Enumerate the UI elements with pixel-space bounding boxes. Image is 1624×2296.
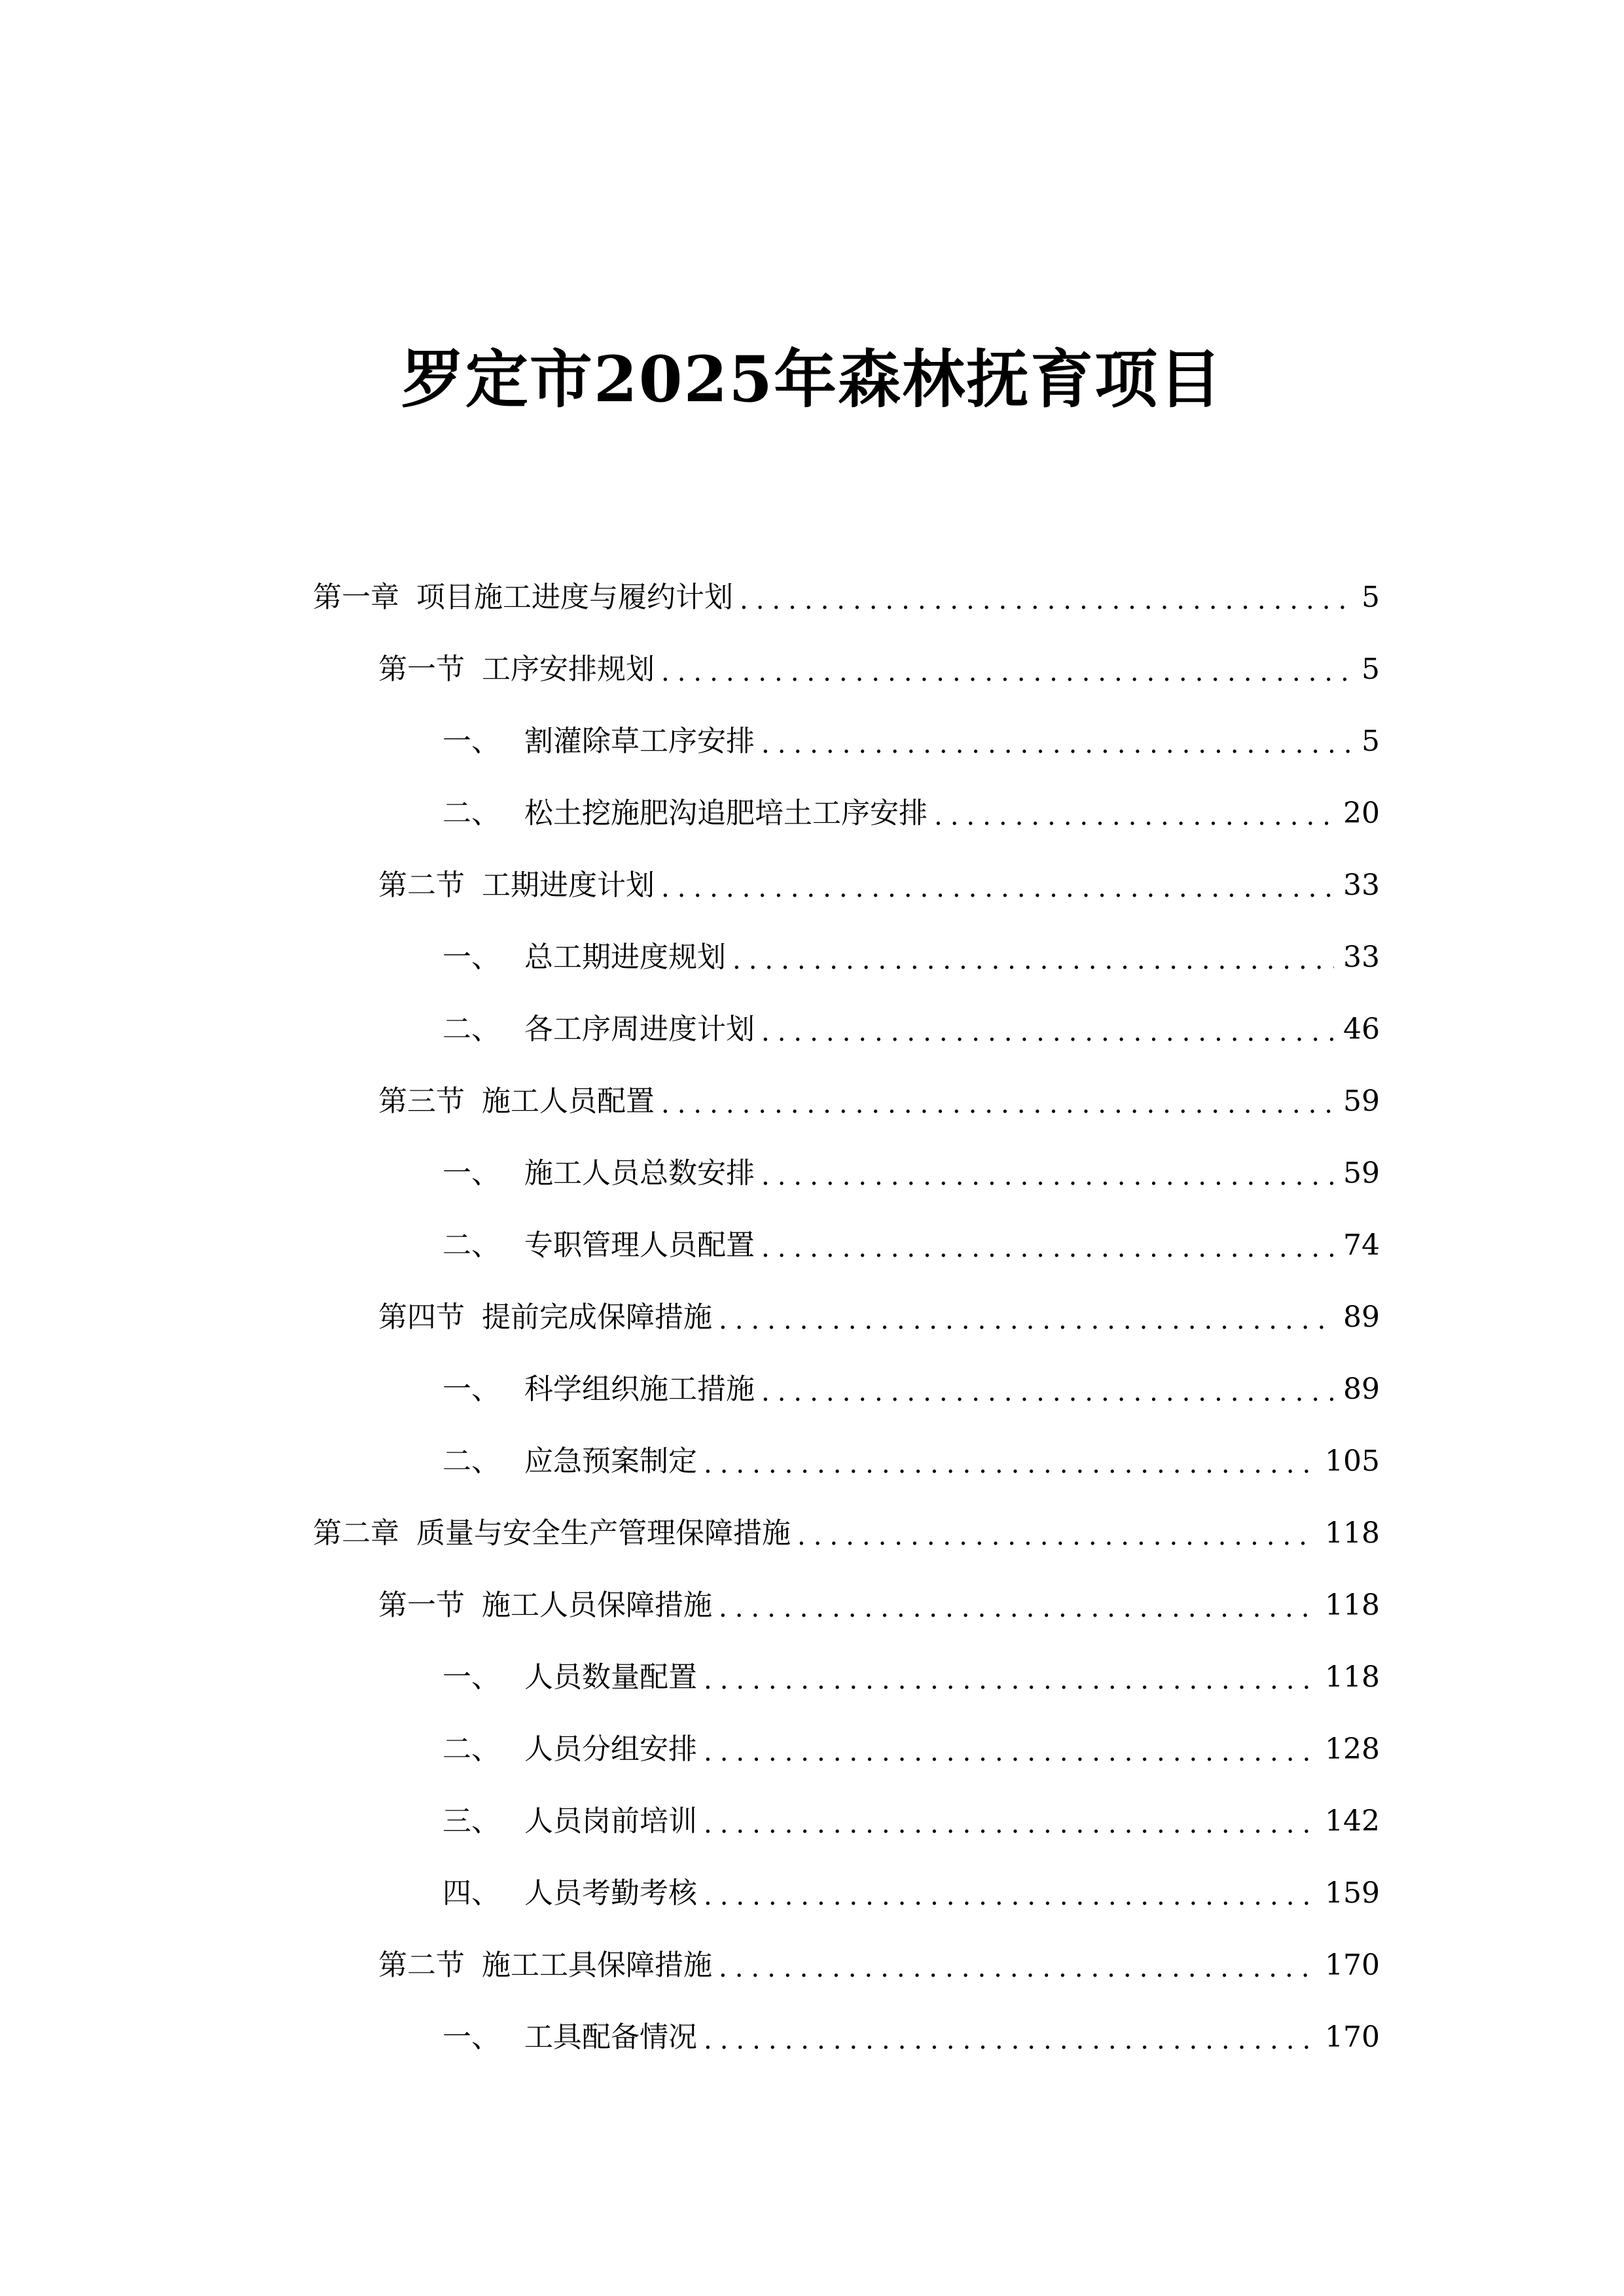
toc-entry-subsection[interactable] [0, 922, 1624, 994]
toc-entry-page: 5 [1362, 725, 1380, 758]
toc-entry-page: 5 [1362, 581, 1380, 614]
toc-entry-page: 74 [1343, 1229, 1380, 1262]
toc-entry-section[interactable] [0, 1066, 1624, 1138]
toc-entry-title: 施工人员配置 [482, 1085, 655, 1118]
toc-entry-subsection[interactable] [0, 2001, 1624, 2073]
toc-entry-page: 89 [1343, 1300, 1380, 1334]
toc-entry-title: 项目施工进度与履约计划 [416, 581, 733, 614]
toc-entry-number: 四、 [442, 1876, 500, 1910]
table-of-contents [0, 562, 1624, 2073]
toc-entry-title: 人员分组安排 [524, 1732, 697, 1766]
toc-entry-number: 二、 [442, 1444, 500, 1478]
toc-entry-subsection[interactable] [0, 1857, 1624, 1929]
toc-dot-leader [732, 941, 1334, 980]
toc-dot-leader [719, 1588, 1316, 1628]
toc-entry-number: 一、 [442, 1372, 500, 1406]
toc-entry-page: 118 [1325, 1588, 1380, 1622]
toc-entry-number: 第一节 [378, 653, 465, 686]
toc-entry-number: 第三节 [378, 1085, 465, 1118]
toc-entry-title: 施工人员总数安排 [524, 1157, 755, 1190]
toc-entry-subsection[interactable] [0, 1641, 1624, 1713]
toc-entry-number: 一、 [442, 1157, 500, 1190]
toc-dot-leader [704, 1876, 1316, 1916]
toc-entry-subsection[interactable] [0, 778, 1624, 850]
toc-dot-leader [704, 1732, 1316, 1772]
toc-entry-page: 33 [1343, 869, 1380, 902]
toc-entry-page: 105 [1325, 1444, 1380, 1478]
toc-entry-page: 89 [1343, 1372, 1380, 1406]
toc-dot-leader [661, 653, 1351, 692]
toc-dot-leader [761, 1013, 1334, 1052]
toc-entry-number: 二、 [442, 1732, 500, 1766]
toc-entry-page: 128 [1325, 1732, 1380, 1766]
toc-entry-title: 总工期进度规划 [524, 941, 726, 974]
toc-dot-leader [719, 1300, 1334, 1340]
toc-entry-title: 质量与安全生产管理保障措施 [416, 1516, 791, 1550]
toc-entry-title: 工具配备情况 [524, 2020, 697, 2054]
toc-entry-number: 一、 [442, 725, 500, 758]
toc-entry-subsection[interactable] [0, 1354, 1624, 1426]
toc-dot-leader [661, 1085, 1334, 1124]
toc-entry-page: 170 [1325, 1948, 1380, 1982]
toc-entry-page: 46 [1343, 1013, 1380, 1046]
toc-entry-subsection[interactable] [0, 706, 1624, 778]
toc-entry-title: 施工人员保障措施 [482, 1588, 712, 1622]
toc-dot-leader [740, 581, 1351, 620]
toc-dot-leader [761, 1372, 1334, 1412]
toc-entry-page: 5 [1362, 653, 1380, 686]
toc-dot-leader [761, 1229, 1334, 1268]
toc-entry-section[interactable] [0, 1929, 1624, 2001]
toc-entry-number: 第一章 [313, 581, 399, 614]
toc-entry-page: 59 [1343, 1085, 1380, 1118]
toc-entry-title: 提前完成保障措施 [482, 1300, 712, 1334]
toc-dot-leader [704, 1660, 1316, 1700]
toc-entry-subsection[interactable] [0, 1138, 1624, 1210]
toc-entry-number: 第一节 [378, 1588, 465, 1622]
toc-entry-title: 松土挖施肥沟追肥培土工序安排 [524, 797, 928, 830]
toc-entry-title: 应急预案制定 [524, 1444, 697, 1478]
toc-entry-section[interactable] [0, 1282, 1624, 1354]
toc-dot-leader [761, 1157, 1334, 1196]
toc-dot-leader [719, 1948, 1316, 1988]
toc-entry-number: 二、 [442, 1229, 500, 1262]
toc-entry-number: 一、 [442, 2020, 500, 2054]
toc-entry-subsection[interactable] [0, 1210, 1624, 1282]
toc-entry-title: 施工工具保障措施 [482, 1948, 712, 1982]
toc-dot-leader [704, 1804, 1316, 1844]
toc-entry-page: 118 [1325, 1516, 1380, 1550]
toc-dot-leader [704, 2020, 1316, 2060]
toc-entry-chapter[interactable] [0, 562, 1624, 634]
toc-entry-title: 割灌除草工序安排 [524, 725, 755, 758]
toc-dot-leader [661, 869, 1334, 908]
toc-entry-number: 第二章 [313, 1516, 399, 1550]
toc-entry-chapter[interactable] [0, 1498, 1624, 1570]
toc-entry-title: 人员数量配置 [524, 1660, 697, 1694]
toc-entry-title: 各工序周进度计划 [524, 1013, 755, 1046]
toc-entry-page: 20 [1343, 797, 1380, 830]
toc-entry-subsection[interactable] [0, 1426, 1624, 1498]
toc-entry-title: 工期进度计划 [482, 869, 655, 902]
toc-entry-number: 第二节 [378, 1948, 465, 1982]
toc-entry-number: 二、 [442, 1013, 500, 1046]
toc-entry-subsection[interactable] [0, 994, 1624, 1066]
document-title: 罗定市2025年森林抚育项目 [401, 342, 1223, 416]
toc-entry-number: 第四节 [378, 1300, 465, 1334]
toc-entry-page: 33 [1343, 941, 1380, 974]
toc-entry-page: 159 [1325, 1876, 1380, 1910]
toc-entry-section[interactable] [0, 1570, 1624, 1641]
toc-entry-title: 工序安排规划 [482, 653, 655, 686]
toc-dot-leader [797, 1516, 1316, 1556]
toc-entry-title: 人员考勤考核 [524, 1876, 697, 1910]
toc-entry-number: 一、 [442, 1660, 500, 1694]
toc-entry-title: 人员岗前培训 [524, 1804, 697, 1838]
toc-entry-section[interactable] [0, 634, 1624, 706]
toc-entry-number: 二、 [442, 797, 500, 830]
toc-dot-leader [761, 725, 1351, 764]
toc-dot-leader [704, 1444, 1316, 1484]
toc-entry-title: 科学组织施工措施 [524, 1372, 755, 1406]
toc-entry-title: 专职管理人员配置 [524, 1229, 755, 1262]
toc-entry-page: 142 [1325, 1804, 1380, 1838]
toc-dot-leader [934, 797, 1334, 836]
toc-entry-section[interactable] [0, 850, 1624, 922]
toc-entry-number: 一、 [442, 941, 500, 974]
toc-entry-page: 118 [1325, 1660, 1380, 1694]
toc-entry-subsection[interactable] [0, 1713, 1624, 1785]
toc-entry-number: 第二节 [378, 869, 465, 902]
toc-entry-subsection[interactable] [0, 1785, 1624, 1857]
toc-entry-page: 170 [1325, 2020, 1380, 2054]
toc-entry-page: 59 [1343, 1157, 1380, 1190]
toc-entry-number: 三、 [442, 1804, 500, 1838]
